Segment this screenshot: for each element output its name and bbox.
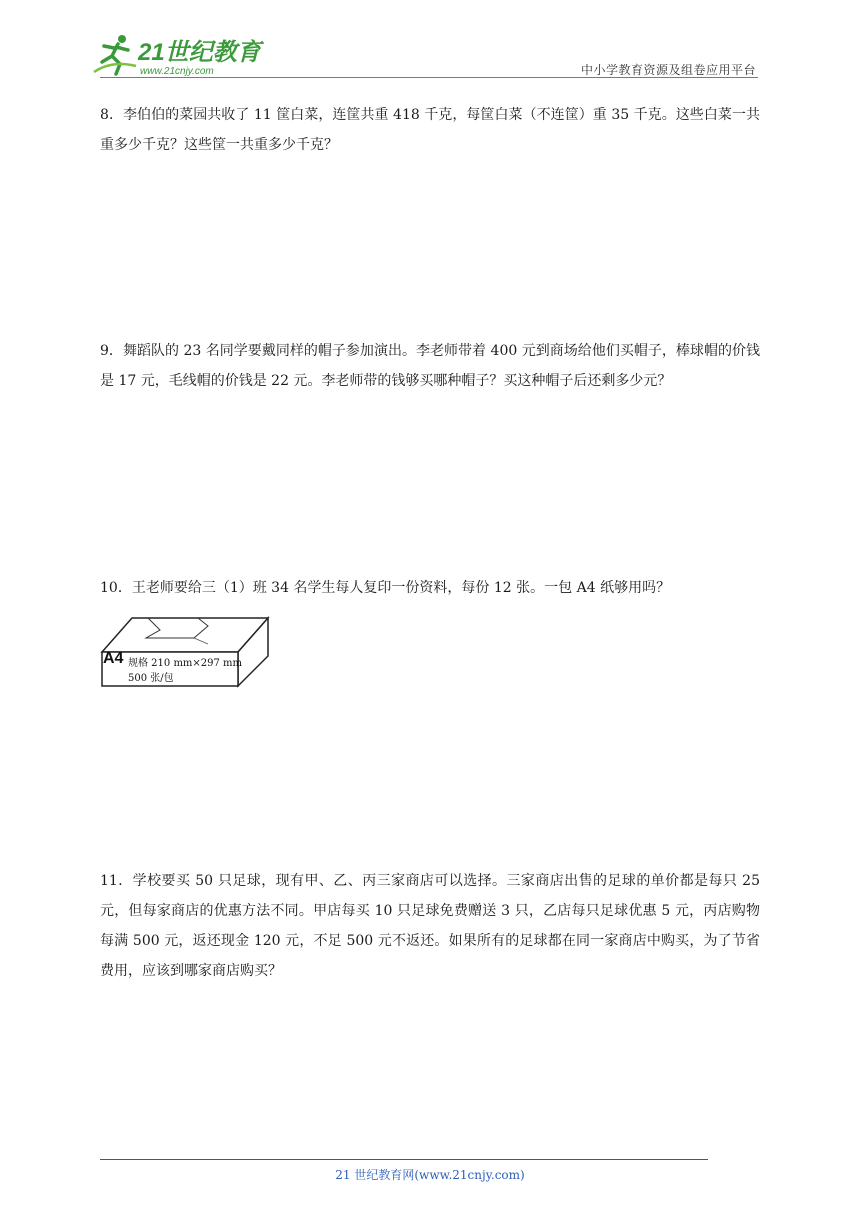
footer-divider	[100, 1159, 708, 1160]
paper-package-icon	[98, 614, 272, 690]
svg-text:www.21cnjy.com: www.21cnjy.com	[140, 66, 214, 77]
a4-count: 500 张/包	[128, 673, 174, 684]
runner-logo-icon	[92, 32, 267, 80]
a4-paper-package-figure	[98, 614, 272, 690]
question-10: 10．王老师要给三（1）班 34 名学生每人复印一份资料，每份 12 张。一包 A4 纸够用吗？	[100, 580, 671, 596]
platform-name: 中小学教育资源及组卷应用平台	[580, 63, 756, 77]
svg-text:21世纪教育: 21世纪教育	[138, 39, 261, 66]
question-11: 11．学校要买 50 只足球，现有甲、乙、丙三家商店可以选择。三家商店出售的足球的单价都是每只 25 元，但每家商店的优惠方法不同。甲店每买 10 只足球免费赠送 3 只，乙店每只足球优惠 5 元，丙店购物每满 500 元，返还现金 120 元，不足 500 元不返还。如果所有的足球都在同一家商店中购买，为了节省费用，应该到哪家商店购买？	[100, 873, 760, 979]
a4-label: A4	[103, 650, 124, 667]
footer-link[interactable]: 21 世纪教育网(www.21cnjy.com)	[335, 1168, 525, 1182]
a4-spec: 规格 210 mm×297 mm	[128, 658, 243, 669]
header-divider	[100, 77, 758, 78]
page-header	[0, 0, 860, 80]
question-8: 8．李伯伯的菜园共收了 11 筐白菜，连筐共重 418 千克，每筐白菜（不连筐）重 35 千克。这些白菜一共重多少千克？这些筐一共重多少千克？	[100, 107, 760, 153]
site-logo[interactable]	[92, 32, 267, 80]
question-9: 9．舞蹈队的 23 名同学要戴同样的帽子参加演出。李老师带着 400 元到商场给他们买帽子，棒球帽的价钱是 17 元，毛线帽的价钱是 22 元。李老师带的钱够买哪种帽子？买这种帽子后还剩多少元？	[100, 343, 760, 389]
